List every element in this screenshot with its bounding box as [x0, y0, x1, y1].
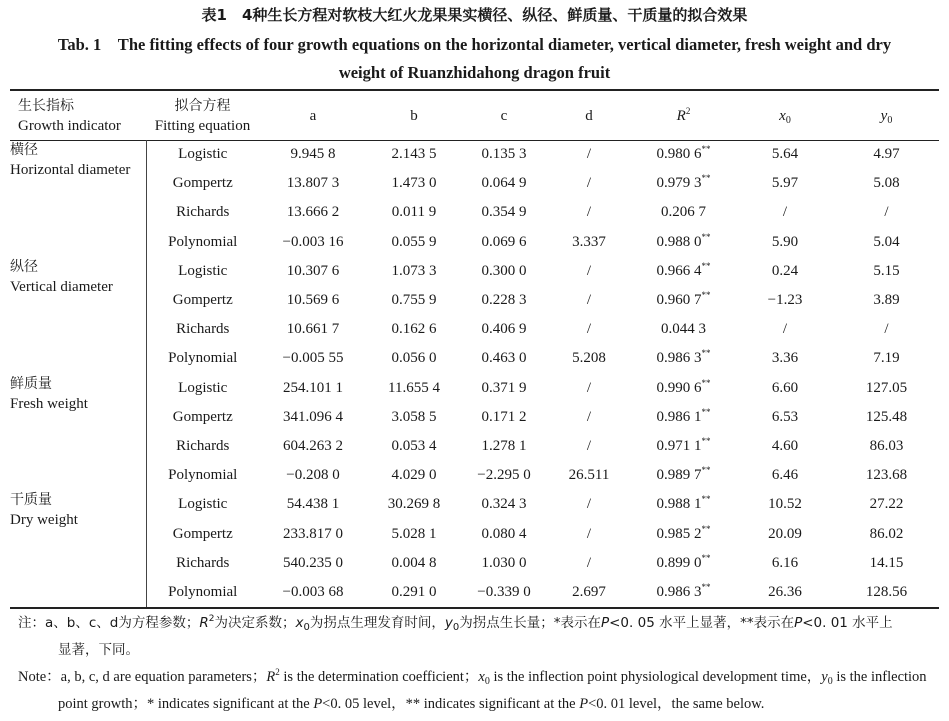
param-a-cell: 540.235 0: [283, 554, 343, 571]
param-a-cell: 10.569 6: [286, 292, 340, 309]
y0-cell: 125.48: [865, 408, 908, 425]
table-row: [10, 140, 939, 169]
y0-cell: 127.05: [865, 379, 908, 396]
y0-cell: 128.56: [865, 583, 908, 600]
note-en-line2: point growth；* indicates significant at the P<0. 05 level，** indicates significant at the P<0. 01 level，the same below.: [58, 696, 765, 712]
param-d-cell: 26.511: [568, 467, 610, 484]
y0-cell: 4.97: [873, 146, 900, 163]
header-equation: 拟合方程 Fitting equation: [154, 97, 251, 134]
param-c-cell: 0.324 3: [481, 496, 527, 513]
y0-cell: 14.15: [869, 554, 904, 571]
significance-mark: **: [701, 465, 711, 476]
r2-cell: 0.044 3: [661, 321, 706, 338]
param-b-cell: 0.755 9: [391, 292, 437, 309]
significance-mark: **: [701, 581, 711, 592]
param-b-cell: 0.004 8: [391, 554, 437, 571]
table-row: [10, 344, 939, 373]
equation-cell: Polynomial: [146, 344, 259, 373]
header-y0: $y_0$: [880, 107, 893, 126]
param-d-cell: 3.337: [572, 233, 606, 250]
significance-mark: **: [701, 260, 711, 271]
header-b: b: [410, 107, 418, 124]
y0-cell: 86.02: [869, 525, 904, 542]
param-b-cell: 0.056 0: [391, 350, 437, 367]
param-c-cell: 0.064 9: [481, 175, 527, 192]
param-b-cell: 11.655 4: [388, 379, 440, 396]
x0-cell: 4.60: [771, 437, 799, 454]
equation-cell: Richards: [146, 315, 259, 344]
equation-cell: Logistic: [146, 140, 259, 169]
equation-cell: Polynomial: [146, 578, 259, 607]
param-c-cell: 0.135 3: [481, 146, 527, 163]
y0-cell: 5.04: [873, 233, 900, 250]
bottom-rule: [10, 607, 939, 609]
header-d: d: [585, 107, 593, 124]
param-a-cell: −0.003 68: [282, 583, 344, 600]
table-row: [10, 403, 939, 432]
significance-mark: **: [701, 406, 711, 417]
param-c-cell: 0.228 3: [481, 292, 527, 309]
y0-cell: 123.68: [865, 467, 908, 484]
table-row: [10, 578, 939, 607]
indicator-cell: 纵径 Vertical diameter: [10, 258, 113, 295]
r2-cell: 0.986 1**: [656, 406, 711, 425]
param-c-cell: −2.295 0: [477, 467, 531, 484]
param-a-cell: 233.817 0: [283, 525, 343, 542]
indicator-cell: 干质量 Dry weight: [10, 492, 78, 529]
param-b-cell: 5.028 1: [391, 525, 437, 542]
param-c-cell: 1.278 1: [481, 437, 527, 454]
param-b-cell: 3.058 5: [391, 408, 437, 425]
param-b-cell: 0.053 4: [391, 437, 437, 454]
r2-cell: 0.979 3**: [656, 173, 711, 192]
x0-cell: 6.60: [771, 379, 799, 396]
param-d-cell: 2.697: [572, 583, 606, 600]
param-d-cell: /: [586, 204, 592, 221]
table-row: [10, 490, 939, 519]
param-a-cell: −0.005 55: [282, 350, 344, 367]
x0-cell: 10.52: [768, 496, 802, 513]
table-title-cn: 表1 4种生长方程对软枝大红火龙果果实横径、纵径、鲜质量、干质量的拟合效果: [201, 6, 748, 24]
y0-cell: 5.15: [873, 262, 900, 279]
equation-cell: Richards: [146, 432, 259, 461]
param-a-cell: 13.666 2: [286, 204, 340, 221]
table-row: [10, 286, 939, 315]
y0-cell: /: [884, 204, 889, 221]
r2-cell: 0.206 7: [661, 204, 706, 221]
table-row: [10, 198, 939, 227]
param-a-cell: 10.661 7: [286, 321, 340, 338]
x0-cell: /: [782, 204, 788, 221]
x0-cell: 26.36: [768, 583, 802, 600]
equation-cell: Gompertz: [146, 286, 259, 315]
param-b-cell: 0.162 6: [391, 321, 437, 338]
x0-cell: 5.90: [771, 233, 799, 250]
table-row: [10, 519, 939, 548]
significance-mark: **: [701, 348, 711, 359]
param-b-cell: 4.029 0: [391, 467, 437, 484]
x0-cell: −1.23: [767, 292, 803, 309]
header-r2: $R^2$: [676, 105, 691, 124]
r2-cell: 0.971 1**: [656, 435, 711, 454]
x0-cell: 6.46: [771, 467, 799, 484]
header-x0: $x_0$: [779, 107, 791, 126]
equation-cell: Gompertz: [146, 403, 259, 432]
note-cn-line1: 注：a、b、c、d为方程参数；$R^2$为决定系数；$x_0$为拐点生理发育时间，$y_0$为拐点生长量；*表示在P<0. 05 水平上显著，**表示在P<0. 01 水平上: [18, 614, 893, 633]
header-a: a: [309, 107, 317, 124]
r2-cell: 0.966 4**: [656, 260, 711, 279]
indicator-cell: 横径 Horizontal diameter: [10, 142, 131, 178]
significance-mark: **: [701, 231, 711, 242]
y0-cell: 7.19: [873, 350, 900, 367]
table-row: [10, 374, 939, 403]
table-row: [10, 549, 939, 578]
param-d-cell: /: [586, 292, 592, 309]
note-cn-line2: 显著，下同。: [58, 642, 139, 658]
r2-cell: 0.988 0**: [656, 231, 711, 250]
param-b-cell: 2.143 5: [391, 146, 437, 163]
y0-cell: 27.22: [869, 496, 904, 513]
significance-mark: **: [701, 173, 711, 184]
note-en-line1: Note：a, b, c, d are equation parameters；$R^2$ is the determination coefficient；$x_0$ is the inflection point physiological development time，$y_0$ is the inflection: [18, 667, 927, 687]
param-a-cell: 254.101 1: [283, 379, 343, 396]
param-c-cell: 0.406 9: [481, 321, 527, 338]
param-b-cell: 1.473 0: [391, 175, 437, 192]
param-a-cell: 13.807 3: [286, 175, 340, 192]
y0-cell: 3.89: [873, 292, 900, 309]
equation-cell: Gompertz: [146, 169, 259, 198]
equation-cell: Logistic: [146, 490, 259, 519]
param-b-cell: 30.269 8: [387, 496, 441, 513]
param-c-cell: 0.371 9: [481, 379, 527, 396]
param-c-cell: 0.463 0: [481, 350, 527, 367]
param-c-cell: 0.300 0: [481, 262, 527, 279]
r2-cell: 0.986 3**: [656, 581, 711, 600]
param-b-cell: 0.011 9: [391, 204, 437, 221]
r2-cell: 0.990 6**: [656, 377, 711, 396]
x0-cell: 20.09: [768, 525, 802, 542]
x0-cell: 3.36: [771, 350, 799, 367]
x0-cell: 6.53: [771, 408, 799, 425]
param-d-cell: /: [586, 525, 592, 542]
param-d-cell: /: [586, 554, 592, 571]
param-a-cell: 341.096 4: [283, 408, 343, 425]
param-a-cell: 54.438 1: [286, 496, 340, 513]
param-b-cell: 1.073 3: [391, 262, 437, 279]
param-d-cell: /: [586, 408, 592, 425]
x0-cell: 5.64: [771, 146, 799, 163]
significance-mark: **: [701, 523, 711, 534]
header-indicator: 生长指标 Growth indicator: [18, 97, 121, 134]
r2-cell: 0.986 3**: [656, 348, 711, 367]
param-d-cell: /: [586, 496, 592, 513]
x0-cell: 5.97: [771, 175, 799, 192]
significance-mark: **: [701, 494, 711, 505]
significance-mark: **: [701, 435, 711, 446]
param-c-cell: 0.171 2: [481, 408, 527, 425]
r2-cell: 0.980 6**: [656, 144, 711, 163]
x0-cell: /: [782, 321, 788, 338]
param-c-cell: 0.080 4: [481, 525, 527, 542]
indicator-cell: 鲜质量 Fresh weight: [10, 375, 88, 412]
significance-mark: **: [701, 552, 711, 563]
table-row: [10, 257, 939, 286]
equation-cell: Richards: [146, 549, 259, 578]
param-d-cell: /: [586, 437, 592, 454]
y0-cell: 5.08: [873, 175, 900, 192]
r2-cell: 0.985 2**: [656, 523, 711, 542]
param-b-cell: 0.055 9: [391, 233, 437, 250]
r2-cell: 0.988 1**: [656, 494, 711, 513]
table-title-en-line1: Tab. 1 The fitting effects of four growth equations on the horizontal diameter, vertical diameter, fresh weight and dry: [57, 35, 892, 54]
equation-cell: Logistic: [146, 257, 259, 286]
table-row: [10, 432, 939, 461]
param-a-cell: 604.263 2: [283, 437, 343, 454]
table-row: [10, 461, 939, 490]
r2-cell: 0.989 7**: [656, 465, 711, 484]
table-row: [10, 228, 939, 257]
r2-cell: 0.960 7**: [656, 290, 711, 309]
param-a-cell: −0.208 0: [286, 467, 340, 484]
param-c-cell: 0.069 6: [481, 233, 527, 250]
equation-cell: Polynomial: [146, 228, 259, 257]
equation-cell: Polynomial: [146, 461, 259, 490]
equation-cell: Logistic: [146, 374, 259, 403]
x0-cell: 0.24: [771, 262, 799, 279]
param-c-cell: 1.030 0: [481, 554, 527, 571]
table-row: [10, 315, 939, 344]
equation-cell: Gompertz: [146, 519, 259, 548]
y0-cell: 86.03: [869, 437, 904, 454]
param-a-cell: 9.945 8: [290, 146, 336, 163]
param-c-cell: −0.339 0: [477, 583, 531, 600]
param-d-cell: /: [586, 379, 592, 396]
param-a-cell: −0.003 16: [282, 233, 344, 250]
r2-cell: 0.899 0**: [656, 552, 711, 571]
param-c-cell: 0.354 9: [481, 204, 527, 221]
table-row: [10, 169, 939, 198]
x0-cell: 6.16: [771, 554, 799, 571]
significance-mark: **: [701, 290, 711, 301]
significance-mark: **: [701, 377, 711, 388]
table-title-en: [40, 31, 909, 87]
header-c: c: [500, 107, 508, 124]
param-d-cell: /: [586, 146, 592, 163]
param-d-cell: /: [586, 262, 592, 279]
param-d-cell: /: [586, 321, 592, 338]
param-d-cell: 5.208: [572, 350, 606, 367]
significance-mark: **: [701, 144, 711, 155]
param-d-cell: /: [586, 175, 592, 192]
table-notes: [18, 610, 933, 718]
header-row: [10, 91, 939, 140]
fitting-table: [10, 91, 939, 607]
table-title-en-line2: weight of Ruanzhidahong dragon fruit: [338, 63, 611, 82]
y0-cell: /: [884, 321, 889, 338]
equation-cell: Richards: [146, 198, 259, 227]
param-a-cell: 10.307 6: [286, 262, 340, 279]
param-b-cell: 0.291 0: [391, 583, 437, 600]
